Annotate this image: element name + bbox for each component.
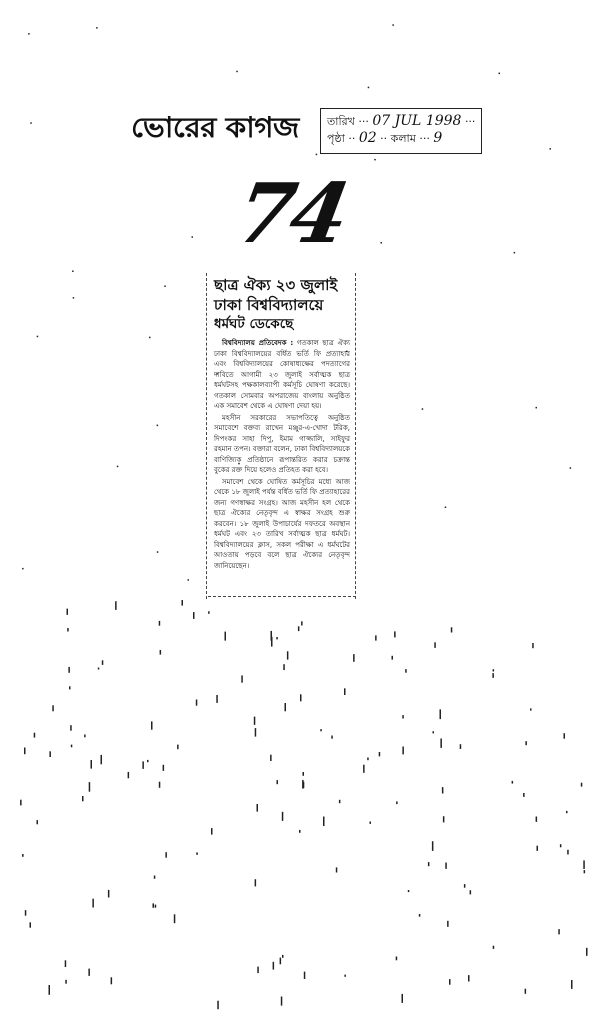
scan-speck <box>283 664 285 670</box>
scan-speck <box>102 660 104 665</box>
scan-speck <box>381 242 383 244</box>
scan-speck <box>440 709 442 719</box>
scan-speck <box>30 122 32 124</box>
article-body <box>214 338 350 571</box>
scan-speck <box>108 890 110 898</box>
scan-speck <box>536 817 538 822</box>
scan-speck <box>65 960 67 967</box>
scan-speck <box>88 969 90 976</box>
scan-speck <box>255 728 257 737</box>
scan-speck <box>257 804 259 812</box>
scan-speck <box>154 876 156 879</box>
scan-speck <box>34 733 36 738</box>
scan-speck <box>375 635 377 640</box>
scan-speck <box>560 844 562 847</box>
scan-speck <box>159 782 161 788</box>
scan-speck <box>177 745 179 750</box>
scan-speck <box>282 812 284 821</box>
scan-speck <box>174 914 176 923</box>
scan-speck <box>72 271 74 273</box>
stamp-page-row: পৃষ্ঠা ·· 02 ·· কলাম ··· 9 <box>327 130 443 146</box>
scan-speck <box>301 621 303 625</box>
stamp-column-label: কলাম <box>390 132 416 145</box>
scan-speck <box>402 715 404 718</box>
scan-speck <box>492 673 494 678</box>
scan-speck <box>443 816 445 822</box>
scan-speck <box>49 985 51 995</box>
headline-line-3: ধর্মঘট ডেকেছে <box>214 316 294 332</box>
stamp-date-row: তারিখ ··· 07 JUL 1998 ··· <box>327 113 476 129</box>
scan-speck <box>241 675 243 682</box>
scan-speck <box>525 989 527 994</box>
scan-speck <box>157 425 159 427</box>
scan-speck <box>157 551 159 553</box>
scan-speck <box>30 922 32 927</box>
scan-speck <box>73 297 75 299</box>
scan-speck <box>339 800 341 803</box>
scan-speck <box>28 33 30 35</box>
clipping-cut-edge <box>208 596 356 597</box>
scan-speck <box>49 751 51 757</box>
scan-speck <box>558 929 560 934</box>
scan-speck <box>287 651 289 659</box>
scan-speck <box>270 755 272 761</box>
scan-speck <box>255 879 257 886</box>
archive-stamp <box>320 108 482 154</box>
scan-speck <box>512 781 513 784</box>
scan-speck <box>277 780 279 784</box>
scan-speck <box>165 852 167 858</box>
article-paragraph-3: সমাবেশ থেকে ঘোষিত কর্মসূচির মধ্যে আজ থেকে ১৮ জুলাই পর্যন্ত বর্ধিত ভর্তি ফি প্রত্যাহারের জন্য গণস্বাক্ষর সংগ্রহ। আজ মহসীন হল থেকে ছাত্র ঐক্যের নেতৃবৃন্দ এ স্বাক্ষর সংগ্রহ শুরু করবেন। ১৮ জুলাই উপাচার্যের দফতরে অবস্থান ধর্মঘট এবং ২৩ তারিখ সর্বাত্মক ছাত্র ধর্মঘট। বিশ্ববিদ্যালয়ের ক্লাস, সকল পরীক্ষা এ ধর্মঘটের আওতায় পড়বে বলে ছাত্র ঐক্যের নেতৃবৃন্দ জানিয়েছেন। <box>214 477 350 570</box>
scan-speck <box>445 863 447 869</box>
scan-speck <box>523 793 525 797</box>
scan-speck <box>276 637 278 639</box>
scan-speck <box>493 946 495 949</box>
scan-speck <box>225 632 227 641</box>
scan-speck <box>89 782 91 792</box>
scan-speck <box>82 796 84 801</box>
scan-speck <box>367 758 369 761</box>
scan-speck <box>353 654 355 662</box>
scan-speck <box>392 656 394 660</box>
scan-speck <box>282 955 284 958</box>
news-clipping <box>206 273 356 599</box>
scan-speck <box>379 752 381 756</box>
scan-speck <box>142 761 144 769</box>
scan-speck <box>316 154 318 156</box>
scan-speck <box>149 337 151 339</box>
scan-speck <box>182 600 184 606</box>
scan-speck <box>460 744 462 749</box>
scan-speck <box>464 884 466 888</box>
scan-speck <box>285 703 287 711</box>
scan-speck <box>499 73 501 75</box>
scan-speck <box>320 729 322 731</box>
scan-speck <box>470 890 472 894</box>
scan-speck <box>188 579 190 581</box>
scan-speck <box>370 822 372 824</box>
scan-speck <box>468 975 470 981</box>
scan-speck <box>331 736 333 739</box>
scan-speck <box>91 760 93 769</box>
scan-speck <box>69 686 71 689</box>
scan-speck <box>402 994 404 1003</box>
scan-speck <box>392 24 394 26</box>
scan-speck <box>344 688 346 695</box>
newspaper-masthead: ভোরের কাগজ <box>131 111 299 144</box>
scan-speck <box>299 830 301 833</box>
scan-speck <box>98 668 100 670</box>
scan-speck <box>440 739 442 748</box>
handwritten-page-number: 74 <box>229 166 353 262</box>
scan-speck <box>192 236 194 238</box>
scan-speck <box>193 612 195 619</box>
scan-speck <box>25 910 27 916</box>
scan-speck <box>22 568 24 570</box>
scan-speck <box>428 862 430 866</box>
scan-speck <box>84 735 86 738</box>
scan-speck <box>514 252 516 254</box>
stamp-page-label: পৃষ্ঠা <box>327 132 345 145</box>
scan-speck <box>298 626 300 631</box>
scan-speck <box>368 87 370 89</box>
scan-speck <box>236 71 238 73</box>
scan-speck <box>408 890 410 892</box>
scan-speck <box>396 957 398 961</box>
scan-speck <box>303 772 305 776</box>
scan-speck <box>254 717 256 725</box>
scan-speck <box>153 903 155 907</box>
stamp-column-value: 9 <box>433 130 443 146</box>
stamp-date-value: 07 JUL 1998 <box>372 113 462 129</box>
scan-speck <box>433 731 435 733</box>
scan-speck <box>163 765 165 771</box>
scan-speck <box>22 854 24 857</box>
scan-speck <box>536 407 538 409</box>
scan-speck <box>37 820 39 824</box>
scan-speck <box>128 772 130 778</box>
scan-speck <box>280 958 282 965</box>
scan-speck <box>52 705 54 711</box>
scan-speck <box>304 972 306 979</box>
scan-speck <box>273 962 275 970</box>
scan-speck <box>530 708 532 710</box>
scan-speck <box>363 765 365 773</box>
scan-speck <box>111 977 113 984</box>
stamp-page-value: 02 <box>358 130 377 146</box>
scan-speck <box>566 811 568 813</box>
scan-speck <box>217 1001 219 1010</box>
scan-speck <box>564 733 566 739</box>
scan-speck <box>434 642 436 648</box>
scan-speck <box>257 967 259 974</box>
scan-speck <box>447 921 449 927</box>
scan-speck <box>405 669 407 673</box>
scan-speck <box>92 899 94 908</box>
scan-speck <box>196 700 198 706</box>
headline-line-2: ঢাকা বিশ্ববিদ্যালয়ে <box>214 296 324 314</box>
scan-speck <box>586 948 588 956</box>
stamp-date-label: তারিখ <box>327 115 355 128</box>
article-paragraph-1: গতকাল ছাত্র ঐক্য ঢাকা বিশ্ববিদ্যালয়ের বর্ধিত ভর্তি ফি প্রত্যাহার এবং বিশ্ববিদ্যালয়ের কোষাধ্যক্ষের পদত্যাগের দাবিতে আগামী ২৩ জুলাই সর্বাত্মক ছাত্র ধর্মঘটসহ পক্ষকালব্যাপী কর্মসূচি ঘোষণা করেছে। গতকাল সোমবার অপরাজেয় বাংলায় অনুষ্ঠিত এক সমাবেশ থেকে এ ঘোষণা দেয়া হয়। <box>214 339 351 410</box>
scan-speck <box>20 800 22 806</box>
headline-line-1: ছাত্র ঐক্য ২৩ জুলাই <box>214 276 338 294</box>
scan-speck <box>571 980 573 989</box>
scan-speck <box>432 841 434 851</box>
scan-speck <box>493 669 495 671</box>
scan-speck <box>160 650 162 655</box>
scan-speck <box>70 725 72 731</box>
scan-speck <box>584 870 586 873</box>
scan-speck <box>396 801 398 804</box>
scan-speck <box>159 621 161 626</box>
scan-speck <box>196 852 198 855</box>
scan-speck <box>211 828 213 835</box>
scan-speck <box>24 748 26 755</box>
scan-speck <box>155 905 157 908</box>
scan-speck <box>115 601 117 610</box>
scan-speck <box>567 850 569 855</box>
scan-speck <box>422 408 424 410</box>
scan-speck <box>67 609 69 615</box>
scan-speck <box>37 336 39 338</box>
scan-speck <box>344 975 346 977</box>
scan-speck <box>570 467 572 469</box>
scan-speck <box>271 631 273 641</box>
scan-speck <box>216 695 218 703</box>
scan-speck <box>281 997 283 1006</box>
scan-speck <box>532 643 534 648</box>
scan-speck <box>164 286 166 288</box>
scan-speck <box>451 627 453 632</box>
article-paragraph-2: মহসীন সরকারের সভাপতিত্বে অনুষ্ঠিত সমাবেশে বক্তব্য রাখেন মঞ্জুর-এ-খোদা টরিক, দিপংকর সাহা দিপু, ইমাম গাজ্জালি, সাইফুর রহমান তপন। বক্তারা বলেন, ঢাকা বিশ্ববিদ্যালয়কে বাণিজ্যিক প্রতিষ্ঠানে রূপান্তরিত করার চক্রান্ত বুকের রক্ত দিয়ে হলেও প্রতিহত করা হবে। <box>214 413 350 474</box>
scan-speck <box>449 979 451 985</box>
scan-speck <box>445 507 447 509</box>
scan-speck <box>583 860 585 869</box>
scan-speck <box>537 846 539 851</box>
scan-speck <box>208 611 210 614</box>
scan-speck <box>374 159 376 161</box>
scan-speck <box>402 747 404 755</box>
scan-speck <box>101 755 103 764</box>
scan-speck <box>525 741 527 745</box>
scan-speck <box>67 628 69 632</box>
scan-speck <box>419 914 421 917</box>
scan-speck <box>442 787 444 793</box>
scan-speck <box>151 721 153 729</box>
scan-speck <box>336 867 338 872</box>
scan-speck <box>68 667 70 673</box>
article-dateline: বিশ্ববিদ্যালয় প্রতিবেদক : <box>222 339 294 347</box>
scan-speck <box>147 760 149 762</box>
scan-speck <box>394 631 396 637</box>
scan-speck <box>581 783 583 787</box>
scan-speck <box>303 782 305 788</box>
scan-speck <box>65 980 67 984</box>
scan-speck <box>96 27 98 29</box>
scan-speck <box>323 817 325 827</box>
scan-speck <box>117 466 119 468</box>
scan-speck <box>550 148 552 150</box>
scan-speck <box>71 745 73 748</box>
scan-speck <box>300 694 302 701</box>
